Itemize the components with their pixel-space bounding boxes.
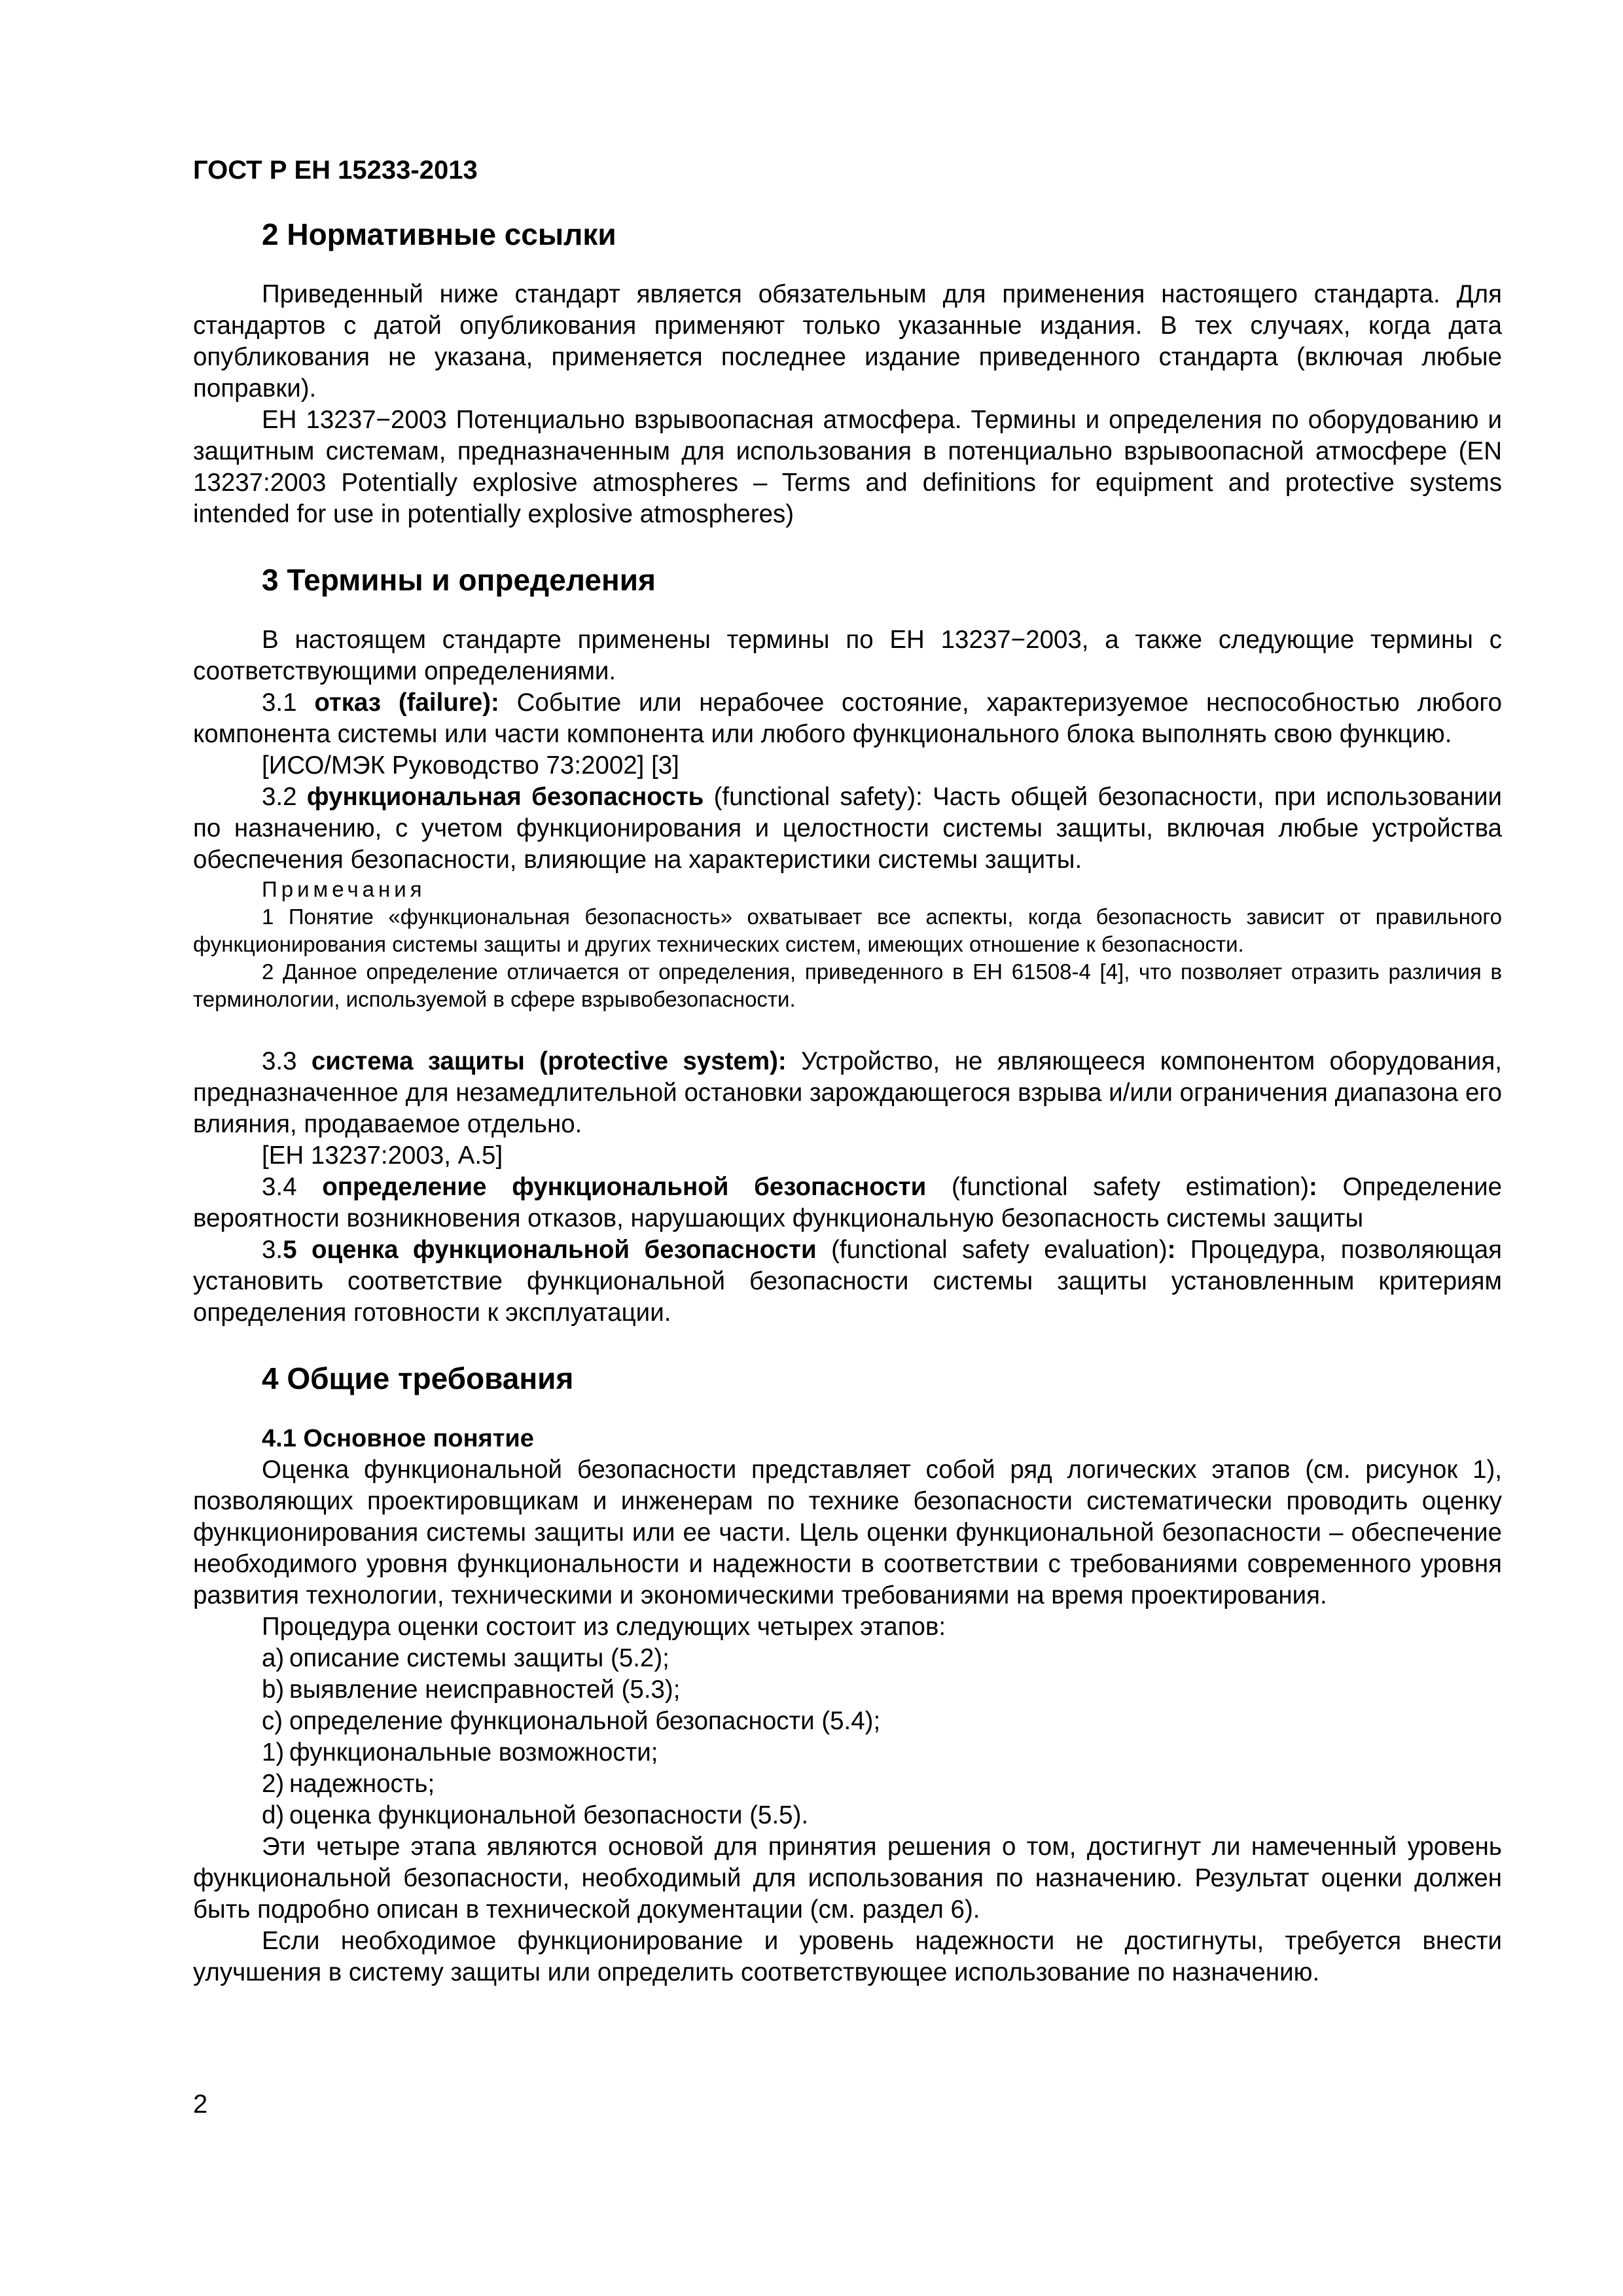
paragraph: Процедура оценки состоит из следующих четырех этапов: [262,1613,946,1641]
section-heading: 4 Общие требования [262,1361,574,1395]
list-marker: d) [262,1801,285,1829]
term-name: определение функциональной безопасности [322,1173,927,1201]
term-definition: (functional safety): Часть общей безопасности, при использовании по назначению, с учетом функционирования и целостности системы защиты, включая любые устройства обеспечения безопасности, влияющие на характеристики системы защиты. [193,783,1502,874]
paragraph: Если необходимое функционирование и уровень надежности не достигнуты, требуется внести улучшения в систему защиты или определить соответствующее использование по назначению. [193,1927,1502,1986]
notes-label: Примечания [262,877,426,901]
section-terms-definitions [193,560,1502,1329]
list-item [262,1643,1502,1674]
term-definition: (functional safety evaluation) [816,1236,1168,1264]
term-definition: Процедура, позволяющая установить соответствие функциональной безопасности системы защиты установленным критериям определения готовности к эксплуатации. [193,1236,1502,1327]
section-heading: 3 Термины и определения [262,563,656,597]
list-item [262,1768,1502,1800]
term-reference: [ИСО/МЭК Руководство 73:2002] [3] [262,751,679,780]
list-marker: b) [262,1676,285,1704]
document-code: ГОСТ Р ЕН 15233-2013 [193,156,478,185]
list-item [262,1674,1502,1706]
term-colon: : [1309,1173,1317,1201]
list-item-text: надежность; [289,1770,435,1798]
term-name: оценка функциональной безопасности [296,1236,817,1264]
term-name: отказ (failure): [314,689,499,717]
note-2: 2 Данное определение отличается от определения, приведенного в ЕН 61508-4 [4], что позволяет отразить различия в терминологии, используемой в сфере взрывобезопасности. [193,960,1502,1011]
list-item [262,1706,1502,1737]
procedure-steps-list [193,1643,1502,1831]
list-marker: c) [262,1707,283,1735]
paragraph: Оценка функциональной безопасности представляет собой ряд логических этапов (см. рисунок 1), позволяющих проектировщикам и инженерам по технике безопасности систематически проводить оценку функционирования системы защиты или ее части. Цель оценки функциональной безопасности – обеспечение необходимого уровня функциональности и надежности в соответствии с требованиями современного уровня развития технологии, техническими и экономическими требованиями на время проектирования. [193,1456,1502,1609]
term-3-2 [193,781,1502,876]
term-name: функциональная безопасность [306,783,704,811]
term-number: 3.4 [262,1173,323,1201]
list-item [262,1800,1502,1831]
term-number: 3.3 [262,1047,312,1075]
spacer [193,1013,1502,1046]
term-3-3 [193,1046,1502,1140]
list-item-text: функциональные возможности; [289,1738,658,1767]
list-item [262,1737,1502,1768]
term-3-1 [193,687,1502,750]
term-reference: [ЕН 13237:2003, A.5] [262,1141,503,1170]
section-normative-references [193,215,1502,530]
list-item-text: определение функциональной безопасности (5.4); [289,1707,881,1735]
list-item-text: выявление неисправностей (5.3); [289,1676,681,1704]
term-definition: (functional safety estimation) [926,1173,1310,1201]
note-1: 1 Понятие «функциональная безопасность» охватывает все аспекты, когда безопасность зависит от правильного функционирования системы защиты и других технических систем, имеющих отношение к безопасности. [193,905,1502,956]
term-definition: Устройство, не являющееся компонентом оборудования, предназначенное для незамедлительной остановки зарождающегося взрыва и/или ограничения диапазона его влияния, продаваемое отдельно. [193,1047,1502,1138]
term-definition: Определение вероятности возникновения отказов, нарушающих функциональную безопасность системы защиты [193,1173,1502,1232]
term-3-4 [193,1172,1502,1234]
term-number: 3.2 [262,783,307,811]
term-3-5 [193,1234,1502,1329]
term-number-bold: 5 [283,1236,297,1264]
list-item-text: описание системы защиты (5.2); [289,1644,669,1672]
paragraph: ЕН 13237−2003 Потенциально взрывоопасная атмосфера. Термины и определения по оборудованию и защитным системам, предназначенным для использования в потенциально взрывоопасной атмосфере (EN 13237:2003 Potentially explosive atmospheres – Terms and definitions for equipment and protective systems intended for use in potentially explosive atmospheres) [193,406,1502,528]
term-number: 3. [262,1236,283,1264]
paragraph: В настоящем стандарте применены термины по ЕН 13237−2003, а также следующие термины с соответствующими определениями. [193,626,1502,685]
term-name: система защиты (protective system): [311,1047,787,1075]
section-general-requirements [193,1359,1502,1988]
list-marker: 1) [262,1738,285,1767]
document-page [193,152,1502,2018]
term-definition: Событие или нерабочее состояние, характеризуемое неспособностью любого компонента системы или части компонента или любого функционального блока выполнять свою функцию. [193,689,1502,748]
paragraph: Приведенный ниже стандарт является обязательным для применения настоящего стандарта. Для стандартов с датой опубликования применяют только указанные издания. В тех случаях, когда дата опубликования не указана, применяется последнее издание приведенного стандарта (включая любые поправки). [193,280,1502,403]
list-marker: 2) [262,1770,285,1798]
list-marker: a) [262,1644,285,1672]
term-colon: : [1167,1236,1176,1264]
page-number: 2 [193,2090,208,2119]
subsection-heading: 4.1 Основное понятие [262,1425,534,1452]
section-heading: 2 Нормативные ссылки [262,217,616,251]
paragraph: Эти четыре этапа являются основой для принятия решения о том, достигнут ли намеченный уровень функциональной безопасности, необходимый для использования по назначению. Результат оценки должен быть подробно описан в технической документации (см. раздел 6). [193,1833,1502,1924]
term-number: 3.1 [262,689,315,717]
list-item-text: оценка функциональной безопасности (5.5). [289,1801,809,1829]
